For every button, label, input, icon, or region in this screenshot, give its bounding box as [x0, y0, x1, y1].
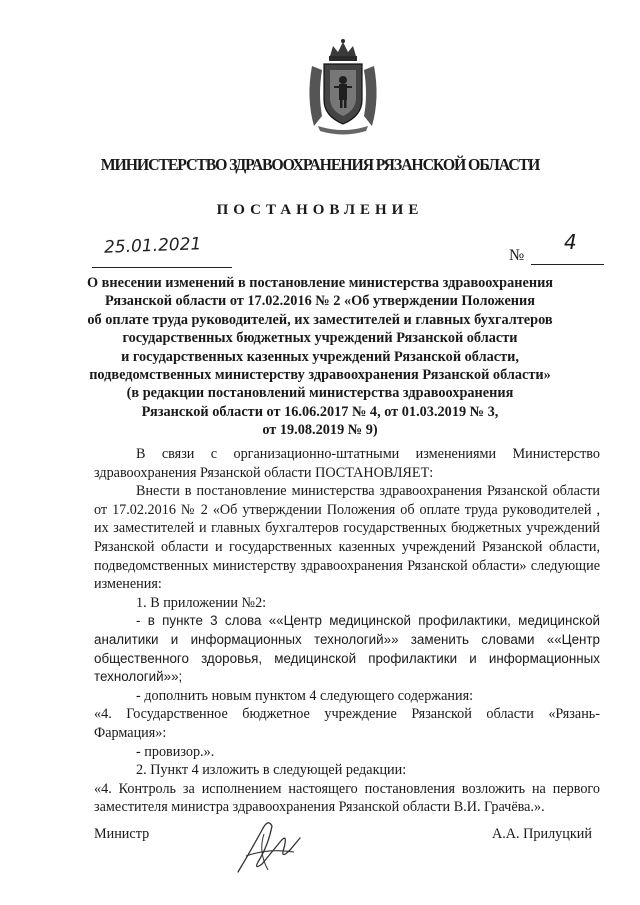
paragraph-add-point: - дополнить новым пунктом 4 следующего содержания: [136, 687, 474, 704]
document-title [80, 274, 560, 440]
title-line: О внесении изменений в постановление министерства здравоохранения [86, 275, 554, 291]
title-line: государственных бюджетных учреждений Рязанской области [122, 330, 518, 347]
document-number: 4 [564, 230, 577, 254]
paragraph-item-1: 1. В приложении №2: [136, 594, 267, 611]
ministry-name: МИНИСТЕРСТВО ЗДРАВООХРАНЕНИЯ РЯЗАНСКОЙ ОБЛАСТИ [100, 155, 540, 174]
number-label: № [509, 247, 525, 264]
title-line: от 19.08.2019 № 9) [262, 422, 378, 439]
paragraph-preamble: В связи с организационно-штатными изменениями Министерство здравоохранения Рязанской области ПОСТАНОВЛЯЕТ: [94, 446, 600, 481]
paragraph-replace-words: - в пункте 3 слова ««Центр медицинской профилактики, медицинской аналитики и информационных технологий»» заменить словами ««Центр общественного здоровья, медицинской профилактики и информационных технологий»»; [94, 613, 600, 685]
title-line: об оплате труда руководителей, их заместителей и главных бухгалтеров [87, 311, 553, 328]
paragraph-item-2: 2. Пункт 4 изложить в следующей редакции: [136, 762, 407, 779]
title-line: Рязанской области от 16.06.2017 № 4, от 01.03.2019 № 3, [141, 403, 499, 420]
title-line: Рязанской области от 17.02.2016 № 2 «Об утверждении Положения [104, 293, 536, 310]
document-date: 25.01.2021 [103, 234, 202, 258]
document-body [94, 445, 600, 817]
paragraph-amend: Внести в постановление министерства здравоохранения Рязанской области от 17.02.2016 № 2 «Об утверждении Положения об оплате труда руководителей , их заместителей и главных бухгалтеров государственных бюджетных учреждений Рязанской области и государственных казенных учреждений Рязанской области, подведомственных министерству здравоохранения Рязанской области» следующие изменения: [94, 483, 600, 593]
title-line: (в редакции постановлений министерства здравоохранения [126, 385, 514, 402]
coat-of-arms-emblem [300, 38, 386, 136]
paragraph-control: «4. Контроль за исполнением настоящего постановления возложить на первого заместителя министра здравоохранения Рязанской области В.И. Грачёва.». [94, 780, 600, 816]
signer-position: Министр [94, 826, 150, 842]
title-line: подведомственных министерству здравоохранения Рязанской области» [89, 367, 551, 384]
handwritten-signature [228, 812, 308, 878]
title-line: и государственных казенных учреждений Рязанской области, [121, 348, 519, 365]
number-underline [531, 264, 604, 265]
paragraph-pharmacist: - провизор.». [136, 743, 215, 760]
paragraph-point-4: «4. Государственное бюджетное учреждение Рязанской области «Рязань-Фармация»: [94, 706, 600, 741]
document-type: ПОСТАНОВЛЕНИЕ [216, 202, 424, 218]
signer-name: А.А. Прилуцкий [492, 826, 592, 842]
